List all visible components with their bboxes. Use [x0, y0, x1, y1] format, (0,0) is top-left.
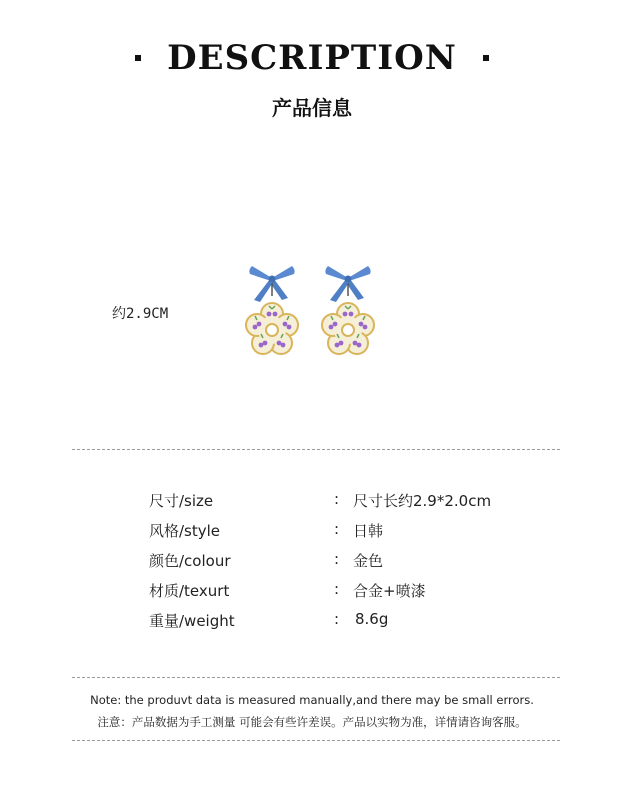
- spec-key: 尺寸/size: [149, 492, 214, 510]
- title-row: [0, 38, 624, 78]
- divider-top: [72, 449, 560, 450]
- divider-note-top: [72, 677, 560, 678]
- spec-key: 风格/style: [149, 522, 221, 540]
- spec-value: 尺寸长约2.9*2.0cm: [353, 492, 492, 510]
- spec-value: 日韩: [353, 522, 384, 540]
- spec-colon: :: [334, 520, 340, 538]
- spec-colon: :: [334, 490, 340, 508]
- spec-row-weight: [0, 610, 624, 640]
- spec-row-size: [0, 490, 624, 520]
- divider-note-bottom: [72, 740, 560, 741]
- spec-colon: :: [334, 610, 340, 628]
- size-annotation: 约2.9CM: [112, 306, 169, 322]
- spec-row-colour: [0, 550, 624, 580]
- spec-value: 合金+喷漆: [353, 582, 426, 600]
- left-square-bullet-icon: [135, 55, 141, 61]
- page-title: DESCRIPTION: [167, 38, 457, 78]
- spec-row-style: [0, 520, 624, 550]
- flower-earring-image: [236, 258, 396, 358]
- right-square-bullet-icon: [483, 55, 489, 61]
- spec-key: 材质/texurt: [149, 582, 230, 600]
- spec-colon: :: [334, 550, 340, 568]
- spec-value: 金色: [353, 552, 384, 570]
- note-chinese: 注意：产品数据为手工测量 可能会有些许差误。产品以实物为准，详情请咨询客服。: [97, 715, 527, 729]
- spec-key: 颜色/colour: [149, 552, 231, 570]
- spec-row-material: [0, 580, 624, 610]
- note-english: Note: the produvt data is measured manually,and there may be small errors.: [90, 693, 534, 707]
- left-earring: [246, 266, 298, 354]
- page-subtitle: 产品信息: [272, 96, 352, 120]
- header: [0, 38, 624, 121]
- right-earring: [322, 266, 374, 354]
- spec-colon: :: [334, 580, 340, 598]
- spec-value: 8.6g: [355, 610, 389, 628]
- spec-key: 重量/weight: [149, 612, 235, 630]
